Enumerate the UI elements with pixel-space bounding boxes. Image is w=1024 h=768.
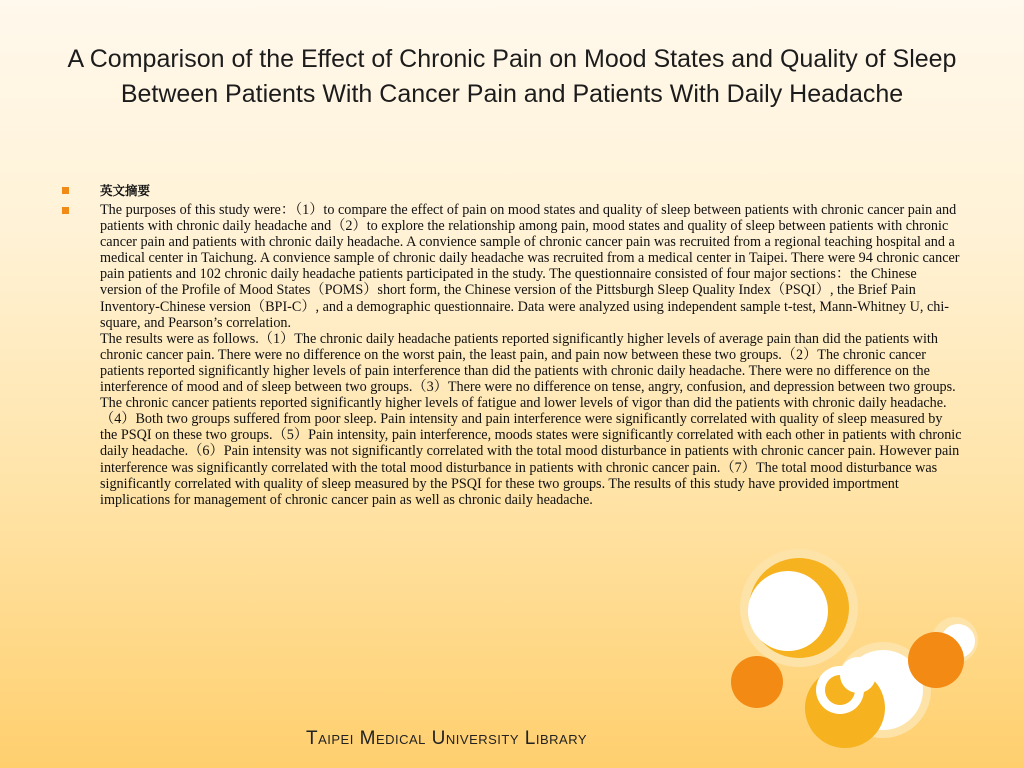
circle-left-orange (731, 656, 783, 708)
circle-large-inner (748, 571, 828, 651)
abstract-heading: 英文摘要 (100, 183, 151, 198)
slide-title: A Comparison of the Effect of Chronic Pain on Mood States and Quality of Sleep Between Patients With Cancer Pain and Patients With Daily Headache (67, 45, 957, 108)
abstract-paragraph-results: The results were as follows.（1）The chronic daily headache patients reported significantly higher levels of average pain than did the patients with chronic cancer pain. There were no difference on the worst pain, the least pain, and pain now between these two groups.（2）The chronic cancer patients reported significantly higher levels of pain interference than did the patients with chronic daily headache. There were no difference on the interference of mood and of sleep between two groups.（3）There were no difference on tense, angry, confusion, and depression between two groups. The chronic cancer patients reported significantly higher levels of fatigue and lower levels of vigor than did the patients with chronic daily headache.（4）Both two groups suffered from poor sleep. Pain intensity and pain interference were significantly correlated with quality of sleep measured by the PSQI on these two groups.（5）Pain intensity, pain interference, moods states were significantly correlated with each other in patients with chronic daily headache.（6）Pain intensity was not significantly correlated with the total mood disturbance in patients with chronic cancer pain. However pain interference was significantly correlated with the total mood disturbance in patients with chronic cancer pain.（7）The total mood disturbance was significantly correlated with quality of sleep measured by the PSQI for these two groups. The results of this study have provided importment implications for management of chronic cancer pain as well as chronic daily headache. (100, 330, 962, 508)
circle-right-orange (908, 632, 964, 688)
footer-library-name: Taipei Medical University Library (306, 728, 588, 749)
abstract-paragraph-purpose: The purposes of this study were：（1）to compare the effect of pain on mood states and quality of sleep between patients with chronic cancer pain and patients with chronic daily headache and（2）to explore the relationship among pain, mood states and quality of sleep between patients with chronic cancer pain and patients with chronic daily headache. A convience sample of chronic cancer pain was recruited from a regional teaching hospital and a medical center in Taichung. A convience sample of chronic daily headache was recruited from a medical center in Taipei. There were 94 chronic cancer pain patients and 102 chronic daily headache patients participated in the study. The questionnaire consisted of four major sections：the Chinese version of the Profile of Mood States（POMS）short form, the Chinese version of the Pittsburgh Sleep Quality Index（PSQI）, the Brief Pain Inventory-Chinese version（BPI-C）, and a demographic questionnaire. Data were analyzed using independent sample t-test, Mann-Whitney U, chi-square, and Pearson’s correlation. (100, 202, 960, 331)
circle-bottom-highlight (840, 657, 876, 693)
